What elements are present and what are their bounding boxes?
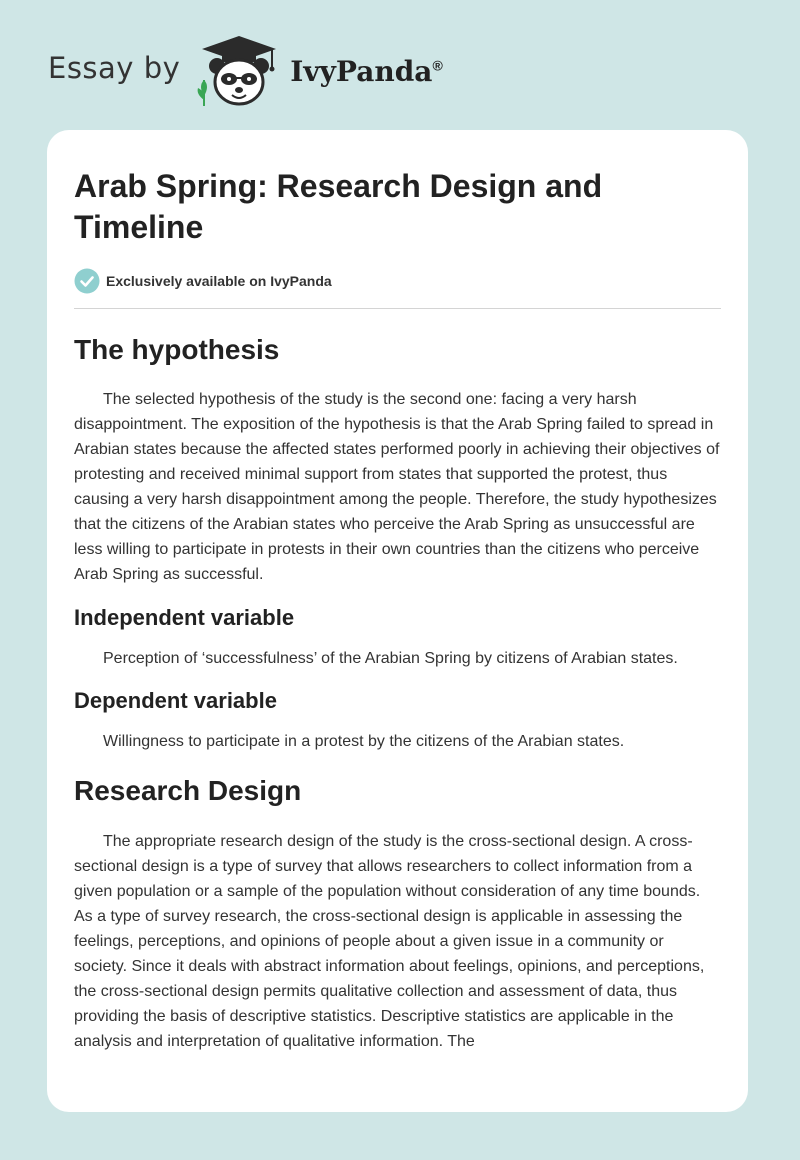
badge-label: Exclusively available on IvyPanda — [106, 273, 332, 289]
paragraph-dependent-variable: Willingness to participate in a protest by the citizens of the Arabian states. — [103, 733, 625, 750]
site-logo[interactable] — [48, 34, 443, 110]
check-circle-icon — [74, 268, 100, 294]
brand-prefix: Essay by — [48, 51, 181, 85]
page-title: Arab Spring: Research Design and Timeline — [74, 168, 603, 245]
heading-dependent-variable: Dependent variable — [74, 688, 277, 713]
paragraph-hypothesis: The selected hypothesis of the study is the second one: facing a very harsh disappointment. The exposition of the hypothesis is that the Arab Spring failed to spread in Arabian states because the affected states performed poorly in achieving their objectives of protesting and received minimal support from states that supported the protest, thus causing a very harsh disappointment among the people. Therefore, the study hypothesizes that the citizens of the Arabian states who perceive the Arab Spring as unsuccessful are less willing to participate in protests in their own countries than the citizens who perceive Arab Spring as successful. — [74, 391, 720, 583]
brand-name: IvyPanda® — [290, 54, 443, 88]
paragraph-independent-variable: Perception of ‘successfulness’ of the Arabian Spring by citizens of Arabian states. — [103, 650, 678, 667]
paragraph-research-design: The appropriate research design of the study is the cross-sectional design. A cross-sectional design is a type of survey that allows researchers to collect information from a given population or a sample of the population without consideration of any time bounds. As a type of survey research, the cross-sectional design is applicable in assessing the feelings, perceptions, and opinions of people about a given issue in a community or society. Since it deals with abstract information about feelings, opinions, and perceptions, the cross-sectional design permits qualitative collection and assessment of data, thus providing the basis of descriptive statistics. Descriptive statistics are applicable in the analysis and interpretation of qualitative information. The — [74, 833, 705, 1050]
heading-hypothesis: The hypothesis — [74, 334, 280, 365]
essay-card — [47, 130, 748, 1112]
heading-independent-variable: Independent variable — [74, 605, 295, 630]
exclusive-badge — [74, 268, 721, 294]
title-divider — [74, 308, 721, 309]
heading-research-design: Research Design — [74, 775, 302, 806]
panda-graduate-icon — [194, 34, 284, 110]
